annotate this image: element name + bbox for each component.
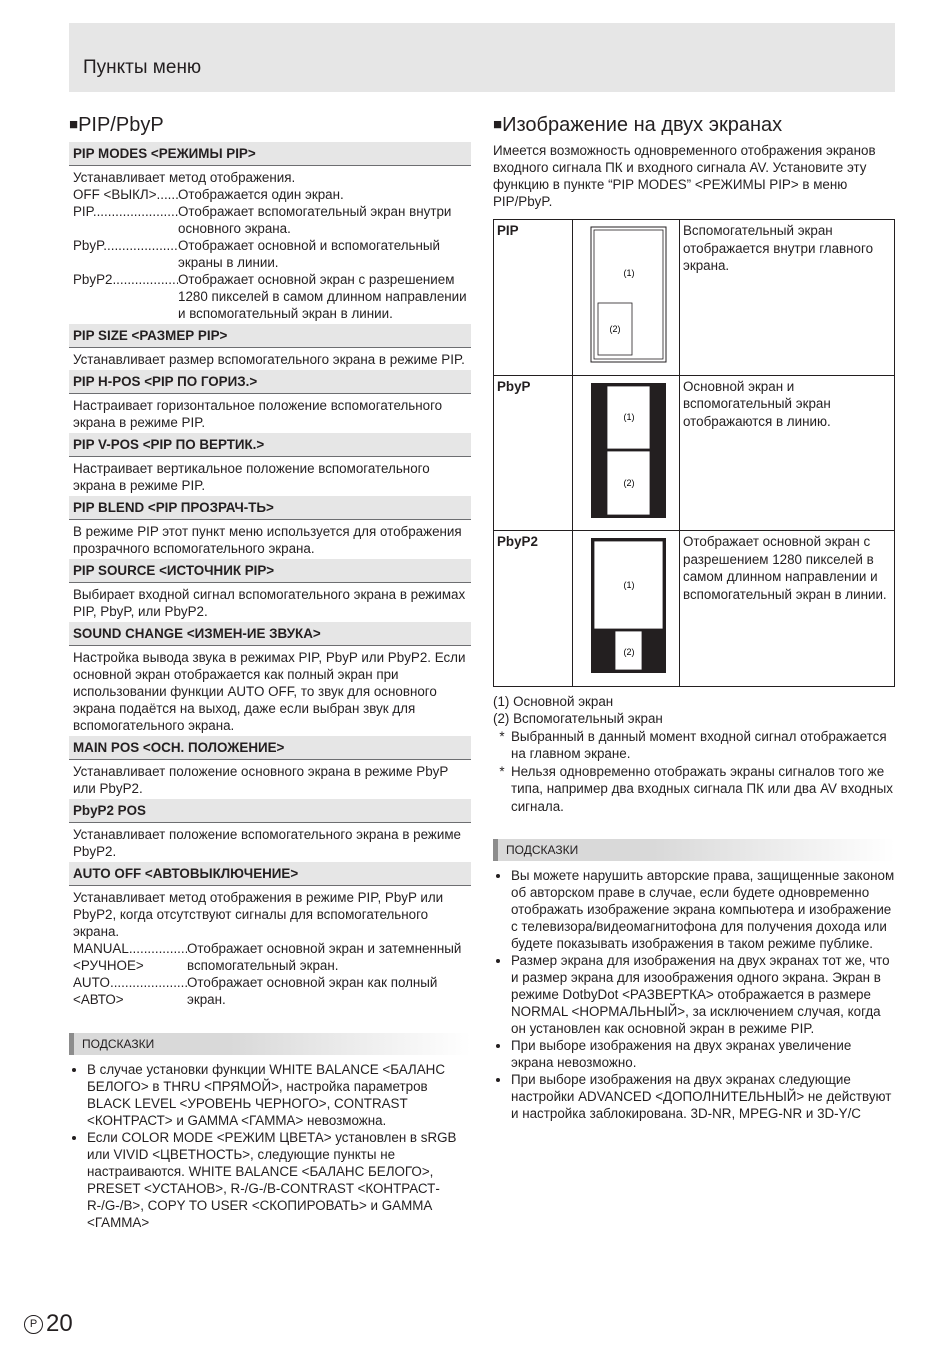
sub-screen-label: (2) xyxy=(609,324,621,334)
section-title: PbyP2 POS xyxy=(69,799,471,823)
mode-diagram xyxy=(573,375,680,531)
section-title: PIP MODES <РЕЖИМЫ PIP> xyxy=(69,142,471,166)
main-screen-label: (1) xyxy=(623,411,635,422)
section-title: PIP SOURCE <ИСТОЧНИК PIP> xyxy=(69,559,471,583)
definition-row: PbyP2 ..... Отображает основной экран с разрешением 1280 пикселей в самом длинном направлении и вспомогательный экран в линии. xyxy=(73,271,467,322)
tip-item: • Размер экрана для изображения на двух экранах тот же, что и размер экрана для изоображения одного экрана. Экран в режиме DotbyDot <РАЗВЕРТКА> отображается в размере NORMAL <НОРМАЛЬНЫЙ>, за исключением случая, когда он установлен как основной экран в режиме PIP. xyxy=(511,952,895,1037)
tips-list xyxy=(493,867,895,1122)
section-body: В режиме PIP этот пункт меню используется для отображения прозрачного вспомогательного экрана. xyxy=(73,524,462,556)
section-body: Устанавливает положение основного экрана в режиме PbyP или PbyP2. xyxy=(73,764,449,796)
section-title: PIP SIZE <РАЗМЕР PIP> xyxy=(69,324,471,348)
mode-row xyxy=(494,220,895,376)
notes xyxy=(493,693,895,816)
mode-description: Отображает основной экран с разрешением 1280 пикселей в самом длинном направлении и вспомогательный экран в линии. xyxy=(680,531,895,687)
tips-label: ПОДСКАЗКИ xyxy=(493,839,895,861)
mode-name: PIP xyxy=(494,220,573,376)
legend-item: (2) Вспомогательный экран xyxy=(493,711,663,726)
tip-item: • Если COLOR MODE <РЕЖИМ ЦВЕТА> установлен в sRGB или VIVID <ЦВЕТНОСТЬ>, следующие пункты не настраиваются. WHITE BALANCE <БАЛАНС БЕЛОГО>, PRESET <УСТАНОВ>, R-/G-/B-CONTRAST <КОНТРАСТ-R-/G-/B>, COPY TO USER <СКОПИРОВАТЬ> и GAMMA <ГАММА> xyxy=(87,1129,471,1231)
definition-row: OFF <ВЫКЛ> ..... Отображается один экран. xyxy=(73,186,467,203)
left-column xyxy=(69,113,471,1231)
dual-screen-heading: ■Изображение на двух экранах xyxy=(493,114,783,136)
mode-row xyxy=(494,375,895,531)
pbyp2-diagram xyxy=(573,531,679,681)
mode-name: PbyP2 xyxy=(494,531,573,687)
sub-screen-label: (2) xyxy=(623,477,635,488)
tip-item: • При выборе изображения на двух экранах следующие настройки ADVANCED <ДОПОЛНИТЕЛЬНЫЙ> не действуют и настройка заблокирована. 3D-NR, MPEG-NR и 3D-Y/C xyxy=(511,1071,895,1122)
mode-name: PbyP xyxy=(494,375,573,531)
note-item: * Нельзя одновременно отображать экраны сигналов того же типа, например два входных сигнала ПК или два AV входных сигнала. xyxy=(499,763,893,814)
mode-description: Основной экран и вспомогательный экран отображаются в линию. xyxy=(680,375,895,531)
page-number xyxy=(24,1310,73,1338)
section-body: Настраивает горизонтальное положение вспомогательного экрана в режиме PIP. xyxy=(73,398,443,430)
definition-row: AUTO ..... <АВТО> Отображает основной экран как полный экран. xyxy=(73,974,467,1008)
definition-row: MANUAL ..... <РУЧНОЕ> Отображает основной экран и затемненный вспомогательный экран. xyxy=(73,940,467,974)
section-body: Выбирает входной сигнал вспомогательного экрана в режимах PIP, PbyP, или PbyP2. xyxy=(73,587,466,619)
note-item: * Выбранный в данный момент входной сигнал отображается на главном экране. xyxy=(499,728,887,761)
page-header-title: Пункты меню xyxy=(83,57,202,78)
page-number-text: 20 xyxy=(46,1310,73,1337)
tips-list xyxy=(69,1061,471,1231)
section-body: Устанавливает метод отображения в режиме PIP, PbyP или PbyP2, когда отсутствуют сигналы для вспомогательного экрана. MANUAL ..... <РУЧНОЕ> Отображает основной экран и затемненный вспомогательный экран. AUTO ..... <АВТО> Отображает основной экран как полный экран. xyxy=(69,886,471,1009)
section-title: SOUND CHANGE <ИЗМЕН-ИЕ ЗВУКА> xyxy=(69,622,471,646)
section-body: Настраивает вертикальное положение вспомогательного экрана в режиме PIP. xyxy=(73,461,430,493)
section-body: Настройка вывода звука в режимах PIP, PbyP или PbyP2. Если основной экран отображается как полный экран при использовании функции AUTO OFF, то звук для основного экрана подаётся на выход, даже если выбран звук для вспомогательного экрана. xyxy=(73,650,466,733)
section-title: PIP V-POS <PIP ПО ВЕРТИК.> xyxy=(69,433,471,457)
sub-screen-label: (2) xyxy=(623,647,635,657)
legend-item: (1) Основной экран xyxy=(493,693,614,709)
page-header xyxy=(69,23,895,92)
intro-text: Имеется возможность одновременного отображения экранов входного сигнала ПК и входного сигнала AV. Установите эту функцию в пункте “PIP MODES” <РЕЖИМЫ PIP> в меню PIP/PbyP. xyxy=(493,143,876,209)
definition-row: PbyP ..... Отображает основной и вспомогательный экраны в линии. xyxy=(73,237,467,271)
tip-item: • Вы можете нарушить авторские права, защищенные законом об авторском праве в случае, если будете одновременно отображать изображение экрана компьютера и изображение с телевизора/видеомагнитофона для получения дохода или будете показывать изображения в таком режиме публике. xyxy=(511,867,895,952)
section-body: Устанавливает положение вспомогательного экрана в режиме PbyP2. xyxy=(73,827,461,859)
page-mark-icon: P xyxy=(24,1315,43,1334)
section-body: Устанавливает метод отображения. OFF <ВЫКЛ> ..... Отображается один экран. PIP ..... Отображает вспомогательный экран внутри основного экрана. PbyP ..... Отображает основной и вспомогательный экраны в линии. PbyP2 ..... Отображает основной экран с разрешением 1280 пикселей в самом длинном направлении и вспомогательный экран в линии. xyxy=(69,166,471,323)
section-title: AUTO OFF <АВТОВЫКЛЮЧЕНИЕ> xyxy=(69,862,471,886)
pip-pbyp-heading: ■PIP/PbyP xyxy=(69,114,164,136)
mode-row xyxy=(494,531,895,687)
right-column xyxy=(493,113,895,1122)
tip-item: • При выборе изображения на двух экранах увеличение экрана невозможно. xyxy=(511,1037,895,1071)
pbyp-diagram xyxy=(573,376,679,526)
definition-row: PIP ..... Отображает вспомогательный экран внутри основного экрана. xyxy=(73,203,467,237)
section-title: PIP BLEND <PIP ПРОЗРАЧ-ТЬ> xyxy=(69,496,471,520)
tips-label: ПОДСКАЗКИ xyxy=(69,1033,471,1055)
pip-diagram xyxy=(573,220,679,370)
main-screen-label: (1) xyxy=(623,268,635,278)
section-title: MAIN POS <ОСН. ПОЛОЖЕНИЕ> xyxy=(69,736,471,760)
main-screen-label: (1) xyxy=(623,580,635,590)
modes-table xyxy=(493,219,895,687)
tip-item: • В случае установки функции WHITE BALANCE <БАЛАНС БЕЛОГО> в THRU <ПРЯМОЙ>, настройка параметров BLACK LEVEL <УРОВЕНЬ ЧЕРНОГО>, CONTRAST <КОНТРАСТ> и GAMMA <ГАММА> невозможна. xyxy=(87,1061,471,1129)
mode-description: Вспомогательный экран отображается внутри главного экрана. xyxy=(680,220,895,376)
section-title: PIP H-POS <PIP ПО ГОРИЗ.> xyxy=(69,370,471,394)
section-body: Устанавливает размер вспомогательного экрана в режиме PIP. xyxy=(73,352,465,367)
mode-diagram xyxy=(573,531,680,687)
mode-diagram xyxy=(573,220,680,376)
